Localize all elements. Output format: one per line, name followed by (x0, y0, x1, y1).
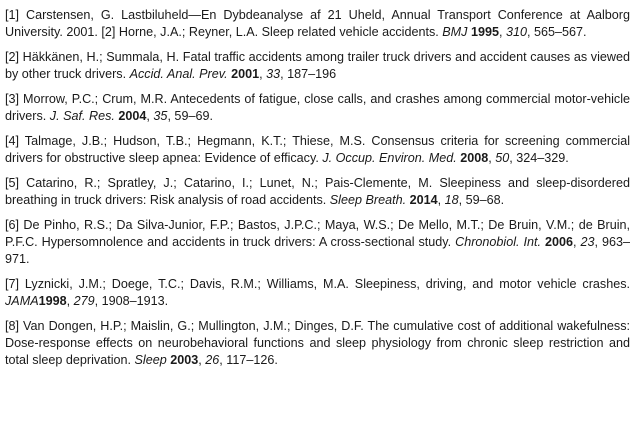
reference-pages: , 963–971. (5, 235, 631, 266)
reference-text: [3] Morrow, P.C.; Crum, M.R. Antecedents of fatigue, close calls, and crashes among commercial motor-vehicle drivers. (5, 92, 630, 123)
reference-pages: , 59–69. (167, 109, 213, 123)
reference-text: [8] Van Dongen, H.P.; Maislin, G.; Mullington, J.M.; Dinges, D.F. The cumulative cost of additional wakefulness: Dose-response effects on neurobehavioral functions and sleep physiology from chronic sleep restriction and total sleep deprivation. (5, 319, 630, 367)
reference-item: [7] Lyznicki, J.M.; Doege, T.C.; Davis, R.M.; Williams, M.A. Sleepiness, driving, and motor vehicle crashes. JAMA1998, 279, 1908–1913. (5, 277, 630, 308)
reference-volume: 50 (495, 151, 510, 165)
reference-journal: J. Saf. Res. (49, 109, 115, 123)
reference-list (5, 7, 630, 369)
reference-journal: Sleep Breath. (329, 193, 407, 207)
reference-text: [1] Carstensen, G. Lastbiluheld—En Dybdeanalyse af 21 Uheld, Annual Transport Conference at Aalborg University. 2001. [2] Horne, J.A.; Reyner, L.A. Sleep related vehicle accidents. (5, 8, 630, 39)
reference-pages: , 59–68. (458, 193, 505, 207)
reference-journal: BMJ (442, 25, 468, 39)
reference-text: [7] Lyznicki, J.M.; Doege, T.C.; Davis, R.M.; Williams, M.A. Sleepiness, driving, and motor vehicle crashes. (5, 277, 630, 291)
reference-text: [6] De Pinho, R.S.; Da Silva-Junior, F.P.; Bastos, J.P.C.; Maya, W.S.; De Mello, M.T.; De Bruin, V.M.; de Bruin, P.F.C. Hypersomnolence and accidents in truck drivers: A cross-sectional study. (5, 218, 630, 249)
reference-volume: 310 (506, 25, 528, 39)
reference-year: 2014 (409, 193, 438, 207)
reference-year: 2001 (231, 67, 260, 81)
reference-volume: 35 (153, 109, 168, 123)
reference-text: [2] Häkkänen, H.; Summala, H. Fatal traffic accidents among trailer truck drivers and accident causes as viewed by other truck drivers. (5, 50, 630, 81)
reference-item: [3] Morrow, P.C.; Crum, M.R. Antecedents of fatigue, close calls, and crashes among commercial motor-vehicle drivers. J. Saf. Res. 2004, 35, 59–69. (5, 92, 630, 123)
reference-journal: Accid. Anal. Prev. (129, 67, 228, 81)
reference-pages: , 1908–1913. (94, 294, 169, 308)
reference-text: [4] Talmage, J.B.; Hudson, T.B.; Hegmann, K.T.; Thiese, M.S. Consensus criteria for screening commercial drivers for obstructive sleep apnea: Evidence of efficacy. (5, 134, 630, 165)
reference-journal: J. Occup. Environ. Med. (322, 151, 457, 165)
reference-journal: Chronobiol. Int. (455, 235, 542, 249)
reference-year: 2003 (170, 353, 199, 367)
reference-journal: Sleep (134, 353, 167, 367)
reference-item: [5] Catarino, R.; Spratley, J.; Catarino, I.; Lunet, N.; Pais-Clemente, M. Sleepiness and sleep-disordered breathing in truck drivers: Risk analysis of road accidents. Sleep Breath. 2014, 18, 59–68. (5, 176, 630, 207)
reference-volume: 33 (266, 67, 281, 81)
reference-year: 1995 (470, 25, 499, 39)
reference-year: 2006 (545, 235, 574, 249)
reference-item: [2] Häkkänen, H.; Summala, H. Fatal traffic accidents among trailer truck drivers and accident causes as viewed by other truck drivers. Accid. Anal. Prev. 2001, 33, 187–196 (5, 50, 630, 81)
reference-volume: 23 (580, 235, 595, 249)
reference-pages: , 324–329. (509, 151, 569, 165)
reference-pages: , 187–196 (280, 67, 337, 81)
reference-year: 2008 (460, 151, 489, 165)
reference-item: [4] Talmage, J.B.; Hudson, T.B.; Hegmann, K.T.; Thiese, M.S. Consensus criteria for screening commercial drivers for obstructive sleep apnea: Evidence of efficacy. J. Occup. Environ. Med. 2008, 50, 324–329. (5, 134, 630, 165)
reference-year: 2004 (118, 109, 147, 123)
reference-volume: 18 (444, 193, 459, 207)
reference-item: [6] De Pinho, R.S.; Da Silva-Junior, F.P.; Bastos, J.P.C.; Maya, W.S.; De Mello, M.T.; De Bruin, V.M.; de Bruin, P.F.C. Hypersomnolence and accidents in truck drivers: A cross-sectional study. Chronobiol. Int. 2006, 23, 963–971. (5, 218, 631, 266)
reference-year: 1998 (38, 294, 67, 308)
reference-journal: JAMA (5, 294, 39, 308)
reference-text: [5] Catarino, R.; Spratley, J.; Catarino, I.; Lunet, N.; Pais-Clemente, M. Sleepiness and sleep-disordered breathing in truck drivers: Risk analysis of road accidents. (5, 176, 630, 207)
reference-pages: , 565–567. (527, 25, 587, 39)
reference-pages: , 117–126. (219, 353, 278, 367)
reference-item: [8] Van Dongen, H.P.; Maislin, G.; Mullington, J.M.; Dinges, D.F. The cumulative cost of additional wakefulness: Dose-response effects on neurobehavioral functions and sleep physiology from chronic sleep restriction and total sleep deprivation. Sleep 2003, 26, 117–126. (5, 319, 630, 367)
reference-volume: 26 (205, 353, 220, 367)
reference-item: [1] Carstensen, G. Lastbiluheld—En Dybdeanalyse af 21 Uheld, Annual Transport Conference at Aalborg University. 2001. [2] Horne, J.A.; Reyner, L.A. Sleep related vehicle accidents. BMJ 1995, 310, 565–567. (5, 8, 630, 39)
reference-volume: 279 (73, 294, 95, 308)
